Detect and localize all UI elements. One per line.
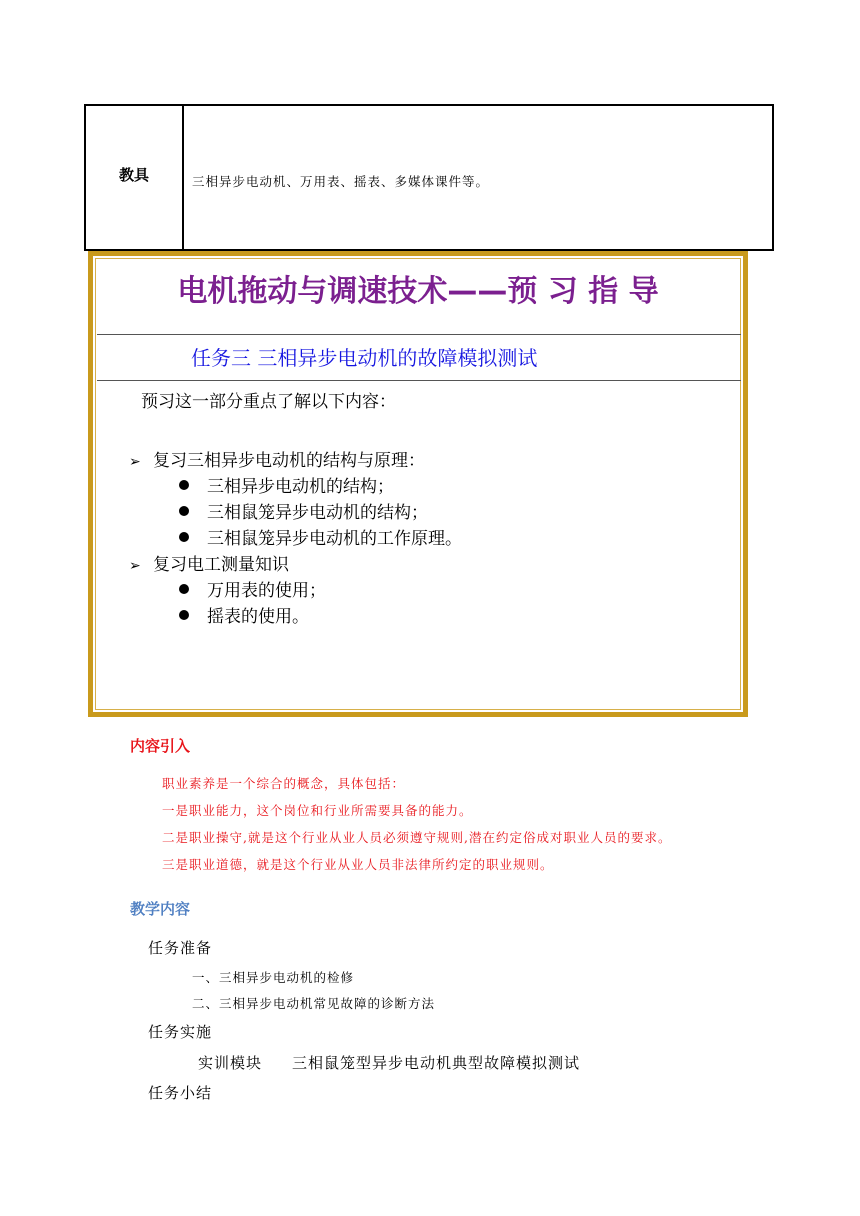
preview-guide-box	[88, 251, 748, 717]
arrow-bullet-icon: ➢	[129, 454, 141, 470]
divider-line	[97, 334, 741, 335]
teaching-content-heading: 教学内容	[130, 900, 191, 918]
bullet-dot-icon	[179, 506, 189, 516]
bullet-dot-icon	[179, 532, 189, 542]
content-intro-line: 职业素养是一个综合的概念，具体包括：	[162, 776, 406, 791]
list-item: 三相异步电动机的结构；	[179, 472, 394, 497]
task-impl-label: 任务实施	[148, 1023, 213, 1041]
content-intro-line: 一是职业能力，这个岗位和行业所需要具备的能力。	[162, 803, 473, 818]
content-intro-heading: 内容引入	[130, 737, 191, 755]
list-item: 三相鼠笼异步电动机的工作原理。	[179, 524, 462, 549]
arrow-bullet-icon: ➢	[129, 558, 141, 574]
bullet-dot-icon	[179, 480, 189, 490]
teaching-tools-table	[84, 104, 774, 251]
teaching-tools-value: 三相异步电动机、万用表、摇表、多媒体课件等。	[192, 174, 490, 189]
preview-group-heading: ➢ 复习电工测量知识	[129, 555, 289, 575]
content-intro-line: 三是职业道德，就是这个行业从业人员非法律所约定的职业规则。	[162, 857, 554, 872]
content-intro-line: 二是职业操守,就是这个行业从业人员必须遵守规则,潜在约定俗成对职业人员的要求。	[162, 830, 672, 845]
preview-title: 电机拖动与调速技术——预 习 指 导	[177, 274, 659, 309]
list-item: 三相鼠笼异步电动机的结构；	[179, 498, 428, 523]
divider-line	[97, 380, 741, 381]
task-prep-item: 二、三相异步电动机常见故障的诊断方法	[192, 996, 436, 1011]
bullet-dot-icon	[179, 584, 189, 594]
training-module-label: 实训模块	[198, 1054, 263, 1072]
preview-group-heading: ➢ 复习三相异步电动机的结构与原理：	[129, 451, 425, 471]
preview-intro: 预习这一部分重点了解以下内容：	[141, 392, 396, 412]
bullet-dot-icon	[179, 610, 189, 620]
task-prep-item: 一、三相异步电动机的检修	[192, 970, 355, 985]
task-summary-label: 任务小结	[148, 1084, 213, 1102]
training-module-title: 三相鼠笼型异步电动机典型故障模拟测试	[292, 1054, 581, 1072]
teaching-tools-label: 教具	[118, 166, 149, 184]
table-divider	[182, 106, 184, 249]
list-item: 万用表的使用；	[179, 576, 326, 601]
preview-subtitle: 任务三 三相异步电动机的故障模拟测试	[191, 346, 538, 370]
task-prep-label: 任务准备	[148, 939, 213, 957]
list-item: 摇表的使用。	[179, 602, 309, 627]
